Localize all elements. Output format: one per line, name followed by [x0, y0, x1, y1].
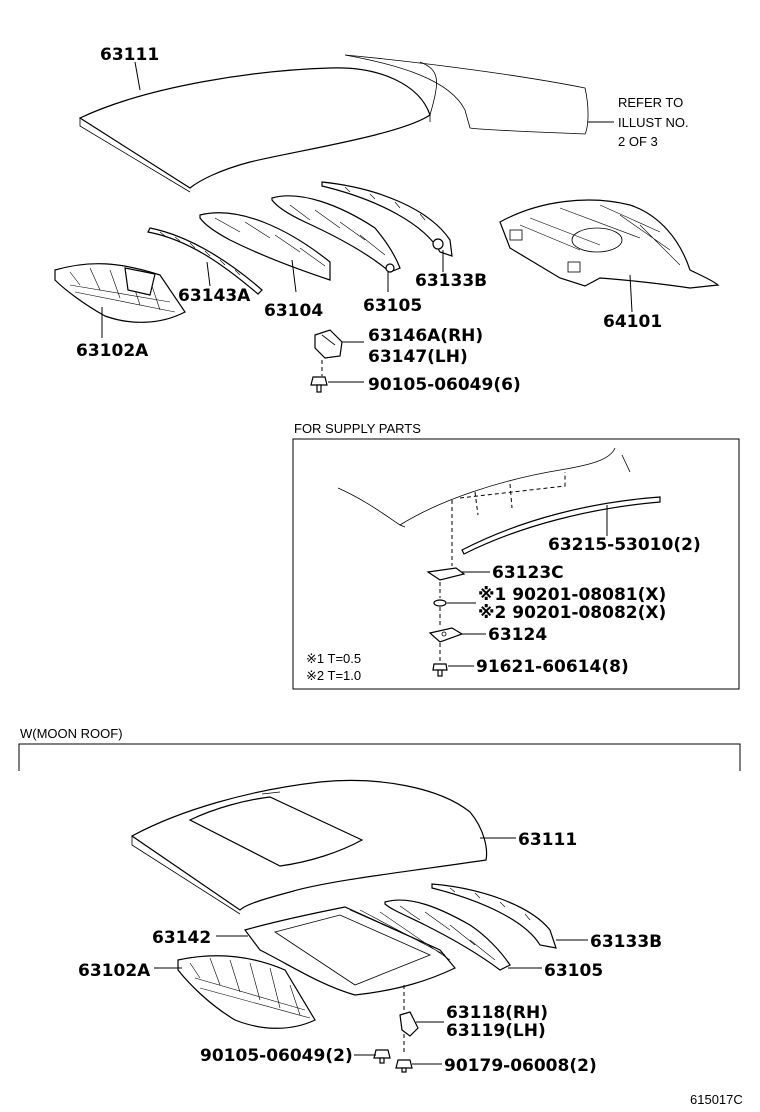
- label-bolt-right: 90179-06008(2): [444, 1056, 597, 1076]
- label-63133b-top: 63133B: [415, 271, 488, 291]
- label-63142: 63142: [152, 928, 212, 948]
- label-63215: 63215-53010(2): [548, 535, 701, 555]
- moonroof-bolt-right: [396, 1060, 412, 1072]
- label-bracket-rh: 63146A(RH): [368, 326, 484, 346]
- supply-washer: [434, 600, 476, 606]
- label-63118: 63118(RH): [446, 1003, 548, 1023]
- refer-note-line3: 2 OF 3: [618, 134, 658, 149]
- refer-note-line1: REFER TO: [618, 95, 684, 110]
- label-63119: 63119(LH): [446, 1021, 546, 1041]
- front-header-top: [55, 264, 185, 323]
- moonroof-bracket: [19, 744, 740, 771]
- supply-note1: ※1 T=0.5: [306, 651, 362, 666]
- moonroof-bolt-left: [374, 1050, 390, 1063]
- label-63105-moonroof: 63105: [544, 961, 604, 981]
- label-64101: 64101: [603, 312, 663, 332]
- label-63143a: 63143A: [178, 286, 251, 306]
- label-bracket-lh: 63147(LH): [368, 347, 468, 367]
- label-washer2: ※2 90201-08082(X): [478, 603, 667, 623]
- label-63102a-moonroof: 63102A: [78, 961, 151, 981]
- label-63133b-moonroof: 63133B: [590, 932, 663, 952]
- label-bolt-top: 90105-06049(6): [368, 375, 521, 395]
- label-63123c: 63123C: [492, 563, 564, 583]
- moonroof-bracket-part: [400, 1012, 418, 1036]
- label-63104: 63104: [264, 301, 324, 321]
- rear-panel-64101: [500, 200, 718, 288]
- roof-panel-top: [80, 55, 588, 192]
- roof-panel-moonroof: [132, 780, 487, 914]
- supply-plate: [430, 628, 462, 642]
- supply-screw: [433, 664, 447, 676]
- diagram-id: 615017C: [690, 1092, 743, 1107]
- label-63124: 63124: [488, 625, 548, 645]
- bracket-top: [315, 330, 342, 358]
- label-bolt-left: 90105-06049(2): [200, 1046, 353, 1066]
- supply-note2: ※2 T=1.0: [306, 668, 362, 683]
- label-63111-moonroof: 63111: [518, 830, 578, 850]
- bolt-top: [311, 377, 327, 392]
- label-91621: 91621-60614(8): [476, 657, 629, 677]
- label-washer1: ※1 90201-08081(X): [478, 585, 667, 605]
- label-63111-top: 63111: [100, 45, 160, 65]
- moonroof-title: W(MOON ROOF): [20, 726, 123, 741]
- supply-pad: [428, 568, 464, 580]
- label-63102a-top: 63102A: [76, 341, 149, 361]
- supply-box-title: FOR SUPPLY PARTS: [294, 421, 421, 436]
- label-63105-top: 63105: [363, 296, 423, 316]
- refer-note-line2: ILLUST NO.: [618, 115, 689, 130]
